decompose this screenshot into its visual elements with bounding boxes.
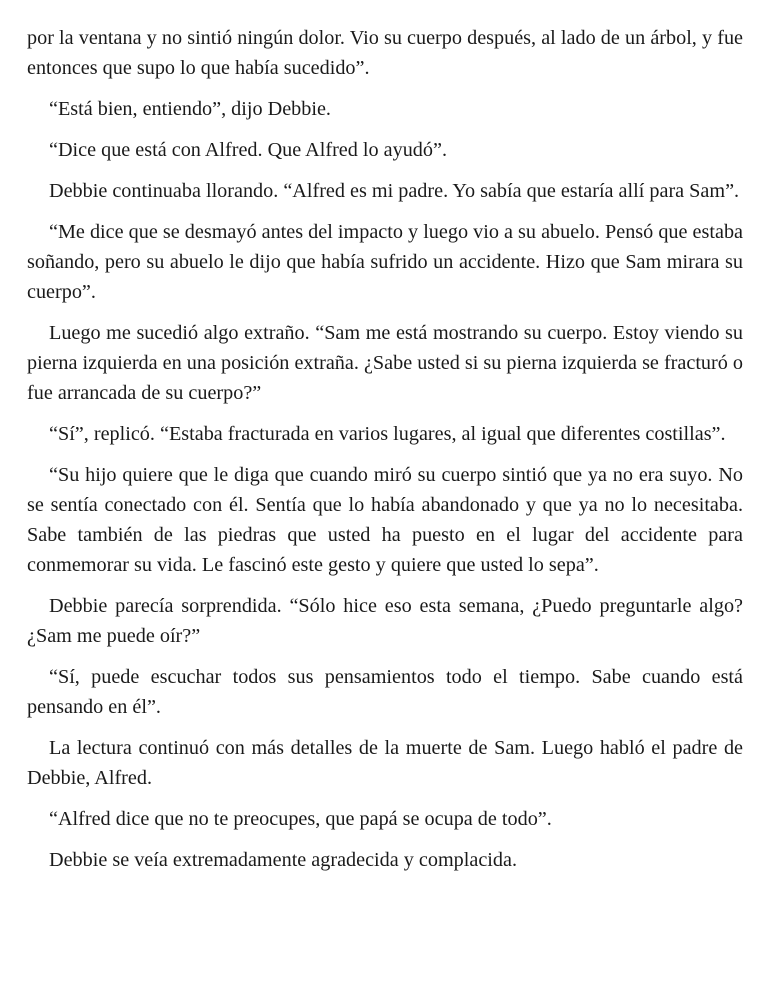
paragraph: “Sí, puede escuchar todos sus pensamientos todo el tiempo. Sabe cuando está pensando en él”. bbox=[27, 666, 743, 718]
paragraph: “Su hijo quiere que le diga que cuando miró su cuerpo sintió que ya no era suyo. No se sentía conectado con él. Sentía que lo había abandonado y que ya no lo necesitaba. Sabe también de las piedras que usted ha puesto en el lugar del accidente para conmemorar su vida. Le fascinó este gesto y quiere que usted lo sepa”. bbox=[27, 464, 743, 576]
paragraph: “Alfred dice que no te preocupes, que papá se ocupa de todo”. bbox=[49, 808, 552, 830]
paragraph: “Me dice que se desmayó antes del impacto y luego vio a su abuelo. Pensó que estaba soñando, pero su abuelo le dijo que había sufrido un accidente. Hizo que Sam mirara su cuerpo”. bbox=[27, 221, 743, 303]
paragraph: Luego me sucedió algo extraño. “Sam me está mostrando su cuerpo. Estoy viendo su pierna izquierda en una posición extraña. ¿Sabe usted si su pierna izquierda se fracturó o fue arrancada de su cuerpo?” bbox=[27, 322, 743, 404]
paragraph: Debbie continuaba llorando. “Alfred es mi padre. Yo sabía que estaría allí para Sam”. bbox=[49, 180, 740, 202]
paragraph: Debbie parecía sorprendida. “Sólo hice eso esta semana, ¿Puedo preguntarle algo? ¿Sam me puede oír?” bbox=[27, 595, 743, 647]
paragraph: “Está bien, entiendo”, dijo Debbie. bbox=[49, 98, 331, 120]
paragraph: “Dice que está con Alfred. Que Alfred lo ayudó”. bbox=[49, 139, 447, 161]
paragraph: Debbie se veía extremadamente agradecida y complacida. bbox=[49, 849, 517, 871]
paragraph: “Sí”, replicó. “Estaba fracturada en varios lugares, al igual que diferentes costillas”. bbox=[49, 423, 726, 445]
document-page bbox=[27, 23, 743, 886]
paragraph: por la ventana y no sintió ningún dolor. Vio su cuerpo después, al lado de un árbol, y fue entonces que supo lo que había sucedido”. bbox=[27, 27, 743, 79]
paragraph: La lectura continuó con más detalles de la muerte de Sam. Luego habló el padre de Debbie, Alfred. bbox=[27, 737, 743, 789]
